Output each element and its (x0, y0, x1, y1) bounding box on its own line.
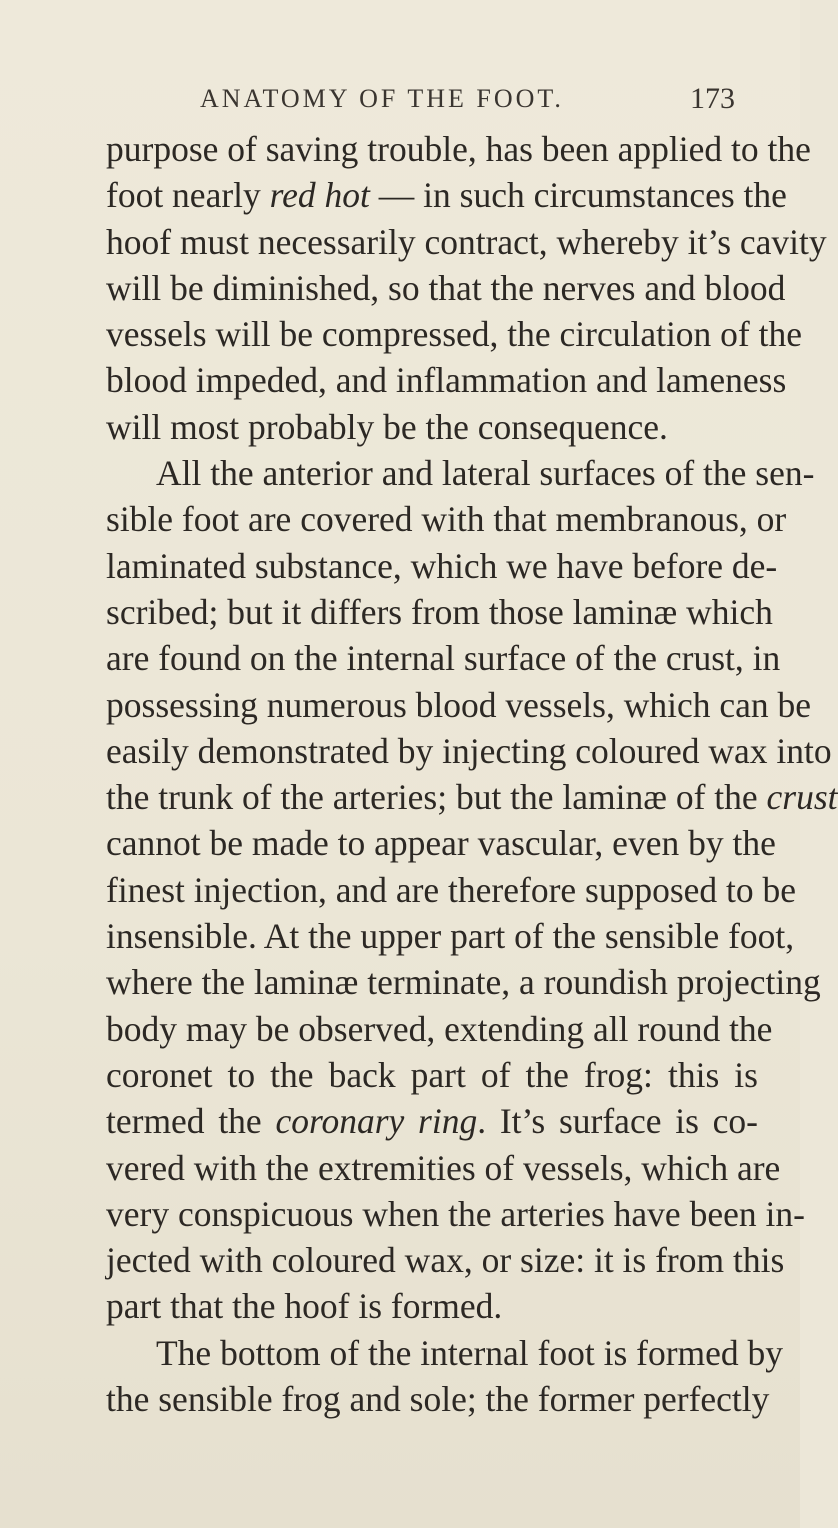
text-segment: insensible. At the upper part of the sensible foot, (106, 916, 795, 957)
page-number: 173 (690, 82, 735, 115)
text-segment: are found on the internal surface of the crust, in (106, 638, 781, 679)
text-segment: foot nearly (106, 175, 270, 216)
text-segment: vered with the extremities of vessels, which are (106, 1147, 781, 1188)
text-line (106, 1191, 805, 1237)
text-segment: jected with coloured wax, or size: it is from this (106, 1240, 785, 1281)
text-line (106, 635, 781, 681)
text-segment: — in such circumstances the (369, 175, 787, 216)
text-line (106, 1330, 784, 1376)
text-segment: scribed; but it differs from those laminæ which (106, 591, 773, 632)
text-line (106, 404, 758, 450)
text-line (106, 913, 795, 959)
text-line (106, 265, 786, 311)
text-line (106, 1006, 773, 1052)
text-segment: finest injection, and are therefore supposed to be (106, 869, 797, 910)
text-line (106, 1052, 758, 1098)
text-line (106, 728, 832, 774)
text-segment: cannot be made to appear vascular, even by the (106, 823, 776, 864)
text-line (106, 820, 776, 866)
italic-text: coronary ring (275, 1101, 478, 1142)
text-segment: The bottom of the internal foot is formed by (156, 1332, 784, 1373)
text-line (106, 543, 778, 589)
text-line (106, 589, 773, 635)
text-line (106, 311, 802, 357)
body-text (106, 126, 838, 1422)
text-segment: the sensible frog and sole; the former perfectly (106, 1379, 770, 1420)
text-line (106, 219, 827, 265)
text-line (106, 1376, 770, 1422)
text-segment: easily demonstrated by injecting coloured wax into (106, 730, 832, 771)
text-line (106, 959, 821, 1005)
text-segment: possessing numerous blood vessels, which can be (106, 684, 811, 725)
text-line (106, 1237, 785, 1283)
text-segment: will be diminished, so that the nerves and blood (106, 267, 786, 308)
text-line (106, 774, 838, 820)
text-segment: part that the hoof is formed. (106, 1286, 503, 1327)
text-segment: . It’s surface is co- (477, 1101, 758, 1142)
text-segment: hoof must necessarily contract, whereby it’s cavity (106, 221, 827, 262)
text-line (106, 867, 797, 913)
text-segment: All the anterior and lateral surfaces of the sen- (156, 453, 815, 494)
text-segment: body may be observed, extending all round the (106, 1008, 773, 1049)
text-line (106, 357, 787, 403)
text-segment: where the laminæ terminate, a roundish projecting (106, 962, 821, 1003)
text-segment: very conspicuous when the arteries have been in- (106, 1193, 805, 1234)
text-line (106, 1145, 781, 1191)
text-line (106, 1283, 758, 1329)
text-segment: the trunk of the arteries; but the laminæ of the (106, 777, 767, 818)
text-line (106, 682, 811, 728)
running-head (0, 80, 800, 120)
text-segment: purpose of saving trouble, has been applied to the (106, 129, 811, 169)
text-segment: sible foot are covered with that membranous, or (106, 499, 787, 540)
text-line (106, 450, 815, 496)
text-segment: coronet to the back part of the frog: this is (106, 1054, 758, 1095)
text-segment: termed the (106, 1101, 276, 1142)
italic-text: crust (766, 777, 838, 818)
text-line (106, 496, 787, 542)
text-line (106, 126, 811, 172)
text-line (106, 172, 787, 218)
text-segment: vessels will be compressed, the circulation of the (106, 314, 802, 355)
text-line (106, 1098, 758, 1144)
running-title: ANATOMY OF THE FOOT. (200, 84, 564, 113)
text-segment: blood impeded, and inflammation and lameness (106, 360, 787, 401)
text-segment: will most probably be the consequence. (106, 406, 668, 447)
italic-text: red hot (269, 175, 370, 216)
text-segment: laminated substance, which we have before de- (106, 545, 778, 586)
